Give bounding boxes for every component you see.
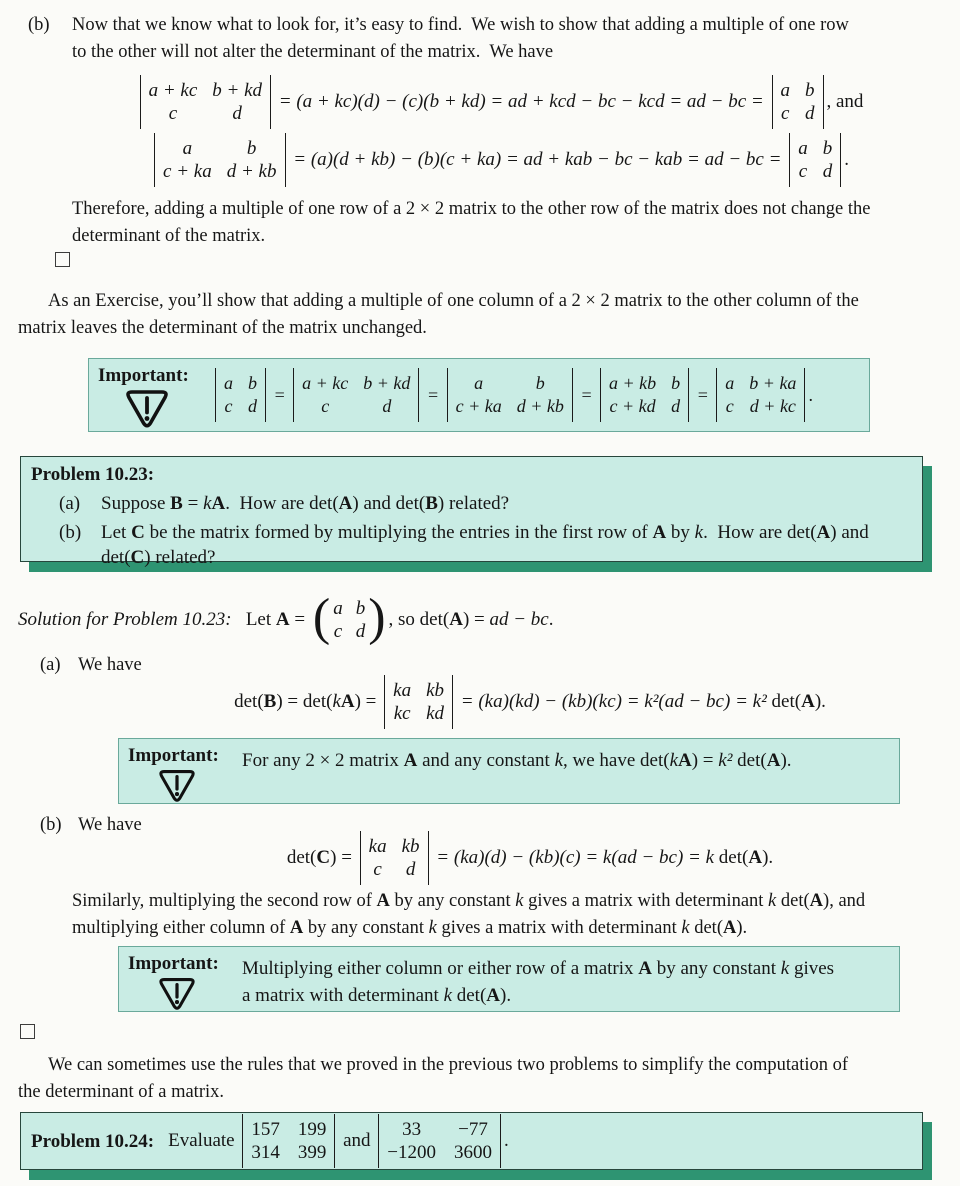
determinant	[447, 368, 573, 422]
problem-item-b	[31, 520, 912, 570]
text-run: ) =	[354, 691, 382, 712]
text-run: A	[801, 691, 815, 712]
matrix-cell: d + kb	[516, 396, 564, 416]
matrix-cell: −77	[458, 1119, 488, 1140]
important-label: Important:	[128, 953, 219, 974]
text-run: ) =	[462, 609, 490, 630]
determinant	[384, 675, 453, 729]
matrix-cell: c	[373, 859, 382, 880]
paragraph-exercise	[18, 288, 938, 342]
text-run: det(	[689, 918, 723, 938]
text-run: det(	[776, 891, 810, 911]
matrix-cell: a	[224, 373, 233, 393]
matrix-cell: b	[355, 598, 366, 619]
text-run: det(	[101, 547, 131, 568]
important-text-line	[242, 747, 889, 774]
matrix-cell: 314	[251, 1142, 280, 1163]
matrix-cell: c + ka	[455, 396, 502, 416]
text-run: = (ka)(d) − (kb)(c) = k(ad − bc) = k	[431, 847, 719, 868]
matrix-cell: 33	[402, 1119, 422, 1140]
matrix-cell: a	[333, 598, 343, 619]
determinant	[215, 368, 266, 422]
text-run: ) related?	[144, 547, 216, 568]
matrix-cell: d	[355, 621, 366, 642]
matrix-cell: a	[474, 373, 484, 393]
matrix-cell: b	[805, 80, 815, 101]
display-equation-row-multiple-1	[60, 74, 940, 130]
text-run: Similarly, multiplying the second row of	[72, 891, 377, 911]
important-box-scalar-row-column	[118, 946, 900, 1012]
text-run: ad − bc	[489, 609, 549, 630]
text-run: and	[338, 1130, 376, 1151]
item-label: (b)	[40, 815, 62, 835]
matrix-cell: 399	[297, 1142, 327, 1163]
text-run: A	[766, 750, 781, 771]
text-run: = (a + kc)(d) − (c)(b + kd) = ad + kcd − bc − kcd = ad − bc =	[274, 91, 769, 112]
important-text-line	[242, 982, 889, 1009]
text-run: Let	[231, 609, 276, 630]
matrix-cell: −1200	[387, 1142, 437, 1163]
text-run: A	[449, 609, 463, 630]
qed-square	[55, 252, 70, 267]
text-run: A	[652, 522, 667, 543]
text-run: A	[211, 493, 226, 514]
matrix-cell: a + kc	[302, 373, 349, 393]
text-run: Let	[101, 522, 132, 543]
determinant	[360, 831, 429, 885]
text-run: A	[403, 750, 418, 771]
text-run: det(	[234, 691, 264, 712]
text-run: =	[289, 609, 310, 630]
text-run: =	[575, 384, 597, 405]
warning-icon	[155, 769, 199, 803]
problem-box-10-24	[20, 1112, 923, 1170]
matrix-cell: b + kd	[363, 373, 411, 393]
text-run: ).	[814, 691, 826, 712]
warning-icon	[125, 389, 169, 429]
text-run: A	[340, 691, 355, 712]
problem-title: Problem 10.24:	[31, 1130, 155, 1152]
text-run: ) =	[691, 750, 719, 771]
text-run: det(	[771, 691, 802, 712]
matrix-cell: kc	[393, 703, 411, 724]
matrix-cell: c	[224, 396, 233, 416]
matrix-cell: d	[232, 103, 242, 124]
matrix-cell: b	[246, 138, 257, 159]
text-run: and any constant	[417, 750, 555, 771]
text-run: k	[694, 522, 704, 543]
text-run: = (a)(d + kb) − (b)(c + ka) = ad + kab − bc − kab = ad − bc =	[288, 149, 787, 170]
text-run: det(	[732, 750, 767, 771]
text-run: C	[131, 522, 145, 543]
matrix-cell: b	[822, 138, 833, 159]
paragraph-line	[72, 888, 938, 915]
paragraph-line	[72, 915, 938, 942]
text-run: A	[338, 493, 353, 514]
warning-icon	[155, 977, 199, 1011]
text-run: det(	[286, 847, 317, 868]
text-run: k	[443, 985, 452, 1006]
matrix-cell: c	[725, 396, 734, 416]
matrix-cell: d + kb	[226, 161, 277, 182]
paragraph-similarly	[72, 888, 938, 942]
paragraph-we-can	[18, 1052, 938, 1106]
solution-line	[18, 590, 938, 650]
important-equation	[212, 368, 859, 422]
text-run: =	[269, 384, 291, 405]
text-run: A	[376, 891, 390, 911]
text-run: B	[263, 691, 277, 712]
important-box-row-column-rule	[88, 358, 870, 432]
problem-equation	[168, 1114, 509, 1168]
text-run: A	[678, 750, 692, 771]
part-text: We have	[78, 655, 142, 675]
text-run: ) =	[330, 847, 357, 868]
text-run: ).	[762, 847, 774, 868]
text-run: A	[638, 958, 652, 979]
matrix-cell: kb	[426, 680, 445, 701]
text-run: k	[428, 918, 437, 938]
matrix-cell: 199	[297, 1119, 327, 1140]
important-content	[234, 739, 899, 803]
text-run: A	[809, 891, 824, 911]
text-run: k	[515, 891, 524, 911]
text-run: by	[666, 522, 695, 543]
important-text-line	[242, 955, 889, 982]
matrix-cell: c + kd	[609, 396, 656, 416]
text-run: .	[844, 149, 849, 170]
text-run: gives a matrix with determinant	[523, 891, 769, 911]
text-run: ) related?	[437, 493, 510, 514]
matrix-cell: b + kd	[212, 80, 263, 101]
text-run: A	[748, 847, 763, 868]
item-label: (a)	[59, 493, 81, 514]
text-run: ).	[736, 918, 748, 938]
text-run: A	[289, 918, 304, 938]
text-run: .	[504, 1130, 509, 1151]
matrix-cell: c	[321, 396, 330, 416]
paragraph-line: Now that we know what to look for, it’s easy to find. We wish to show that adding a multiple of one row	[72, 15, 849, 35]
matrix-cell: a + kc	[148, 80, 198, 101]
text-run: Evaluate	[168, 1130, 240, 1151]
matrix-cell: b	[248, 373, 257, 393]
matrix-cell: c	[168, 103, 178, 124]
problem-item-text	[101, 520, 912, 545]
determinant	[772, 75, 824, 129]
paragraph-line: matrix leaves the determinant of the matrix unchanged.	[18, 318, 427, 338]
text-run: . How are det(	[703, 522, 817, 543]
problem-item-text	[101, 545, 912, 570]
paragraph-line: Therefore, adding a multiple of one row of a 2 × 2 matrix to the other row of the matrix does not change the	[72, 199, 871, 219]
matrix	[312, 589, 386, 646]
important-label-column	[119, 947, 234, 1011]
text-run: Solution for Problem 10.23:	[18, 609, 232, 630]
determinant	[242, 1114, 335, 1168]
text-run: ) and det(	[352, 493, 426, 514]
important-content	[234, 947, 899, 1011]
text-run: A	[722, 918, 737, 938]
text-run: A	[486, 985, 501, 1006]
text-run: k	[669, 750, 678, 771]
text-run: . How are det(	[225, 493, 339, 514]
paragraph-line: determinant of the matrix.	[72, 226, 266, 246]
display-equation-det-b	[100, 674, 960, 730]
important-box-det-ka	[118, 738, 900, 804]
text-run: k	[780, 958, 790, 979]
text-run: det(	[718, 847, 749, 868]
text-run: gives a matrix with determinant	[436, 918, 682, 938]
problem-item-a	[31, 491, 912, 516]
item-label: (a)	[40, 655, 61, 675]
matrix-cell: a	[725, 373, 735, 393]
text-run: k²	[718, 750, 733, 771]
text-run: =	[692, 384, 714, 405]
matrix-cell: b + ka	[749, 373, 797, 393]
text-run: =	[182, 493, 204, 514]
text-run: , and	[826, 91, 864, 112]
matrix-cell: a	[798, 138, 808, 159]
matrix-cell: d	[248, 396, 257, 416]
determinant	[378, 1114, 501, 1168]
text-run: k	[554, 750, 563, 771]
text-run: ).	[500, 985, 512, 1006]
item-label-b: (b)	[28, 15, 50, 35]
text-run: be the matrix formed by multiplying the entries in the first row of	[144, 522, 653, 543]
matrix-cell: a	[780, 80, 790, 101]
paragraph-line: the determinant of a matrix.	[18, 1082, 224, 1102]
text-run: Suppose	[101, 493, 171, 514]
matrix-cell: c	[781, 103, 790, 124]
matrix-cell: 157	[251, 1119, 280, 1140]
problem-box-10-23	[20, 456, 923, 568]
determinant	[789, 133, 841, 187]
matrix-cell: b	[535, 373, 545, 393]
text-run: k	[768, 891, 777, 911]
text-run: by any constant	[652, 958, 781, 979]
matrix-cell: ka	[368, 836, 387, 857]
matrix-cell: a + kb	[609, 373, 657, 393]
matrix-cell: c	[333, 621, 343, 642]
matrix-cell: a	[182, 138, 193, 159]
display-equation-row-multiple-2	[60, 132, 940, 188]
matrix-cell: b	[671, 373, 681, 393]
item-label: (b)	[59, 522, 82, 543]
text-run: ), and	[823, 891, 866, 911]
paragraph-part-b	[72, 12, 938, 66]
matrix-cell: c	[798, 161, 808, 182]
part-text: We have	[78, 815, 142, 835]
text-run: k	[203, 493, 212, 514]
text-run: k	[681, 918, 690, 938]
determinant	[716, 368, 805, 422]
determinant	[154, 133, 285, 187]
text-run: by any constant	[303, 918, 429, 938]
matrix-cell: d	[671, 396, 681, 416]
problem-title: Problem 10.23:	[31, 464, 155, 485]
qed-square	[20, 1024, 35, 1039]
text-run: For any 2 × 2 matrix	[242, 750, 404, 771]
paragraph-line: We can sometimes use the rules that we proved in the previous two problems to simplify the computation of	[48, 1055, 849, 1075]
text-run: C	[130, 547, 145, 568]
text-run: ) and	[830, 522, 869, 543]
important-label: Important:	[128, 745, 219, 766]
paragraph-line: As an Exercise, you’ll show that adding a multiple of one column of a 2 × 2 matrix to the other column of the	[48, 291, 859, 311]
text-run: gives	[789, 958, 835, 979]
important-content	[204, 359, 869, 431]
matrix-cell: d	[805, 103, 815, 124]
matrix-cell: c + ka	[163, 161, 212, 182]
text-run: .	[548, 609, 554, 630]
text-run: , we have det(	[563, 750, 670, 771]
text-run: A	[275, 609, 290, 630]
matrix-cell: d	[382, 396, 392, 416]
matrix-cell: d + kc	[749, 396, 796, 416]
determinant	[293, 368, 419, 422]
text-run: C	[316, 847, 331, 868]
matrix-cell: d	[822, 161, 833, 182]
paren-left: (	[312, 589, 331, 646]
problem-item-text	[101, 491, 912, 516]
important-label: Important:	[98, 365, 189, 386]
text-run: det(	[452, 985, 487, 1006]
text-run: , so det(	[388, 609, 450, 630]
text-run: ).	[780, 750, 792, 771]
matrix-cell: 3600	[454, 1142, 493, 1163]
determinant	[600, 368, 689, 422]
text-run: A	[816, 522, 831, 543]
important-label-column	[119, 739, 234, 803]
paragraph-therefore	[72, 196, 938, 250]
matrix-cell: kd	[426, 703, 445, 724]
paren-right: )	[368, 589, 386, 646]
text-run: by any constant	[389, 891, 516, 911]
matrix-cell: ka	[393, 680, 412, 701]
text-run: =	[422, 384, 444, 405]
matrix-cell: kb	[401, 836, 420, 857]
text-run: ) = det(	[276, 691, 333, 712]
text-run: B	[425, 493, 438, 514]
important-label-column	[89, 359, 204, 431]
paragraph-line: to the other will not alter the determinant of the matrix. We have	[72, 42, 554, 62]
determinant	[140, 75, 271, 129]
matrix-cell: d	[405, 859, 416, 880]
text-run: B	[170, 493, 183, 514]
text-run: multiplying either column of	[72, 918, 290, 938]
text-run: Multiplying either column or either row of a matrix	[242, 958, 639, 979]
text-run: k	[332, 691, 341, 712]
display-equation-det-c	[100, 830, 960, 886]
text-run: .	[808, 384, 813, 405]
text-run: a matrix with determinant	[242, 985, 444, 1006]
text-run: = (ka)(kd) − (kb)(kc) = k²(ad − bc) = k²	[456, 691, 772, 712]
